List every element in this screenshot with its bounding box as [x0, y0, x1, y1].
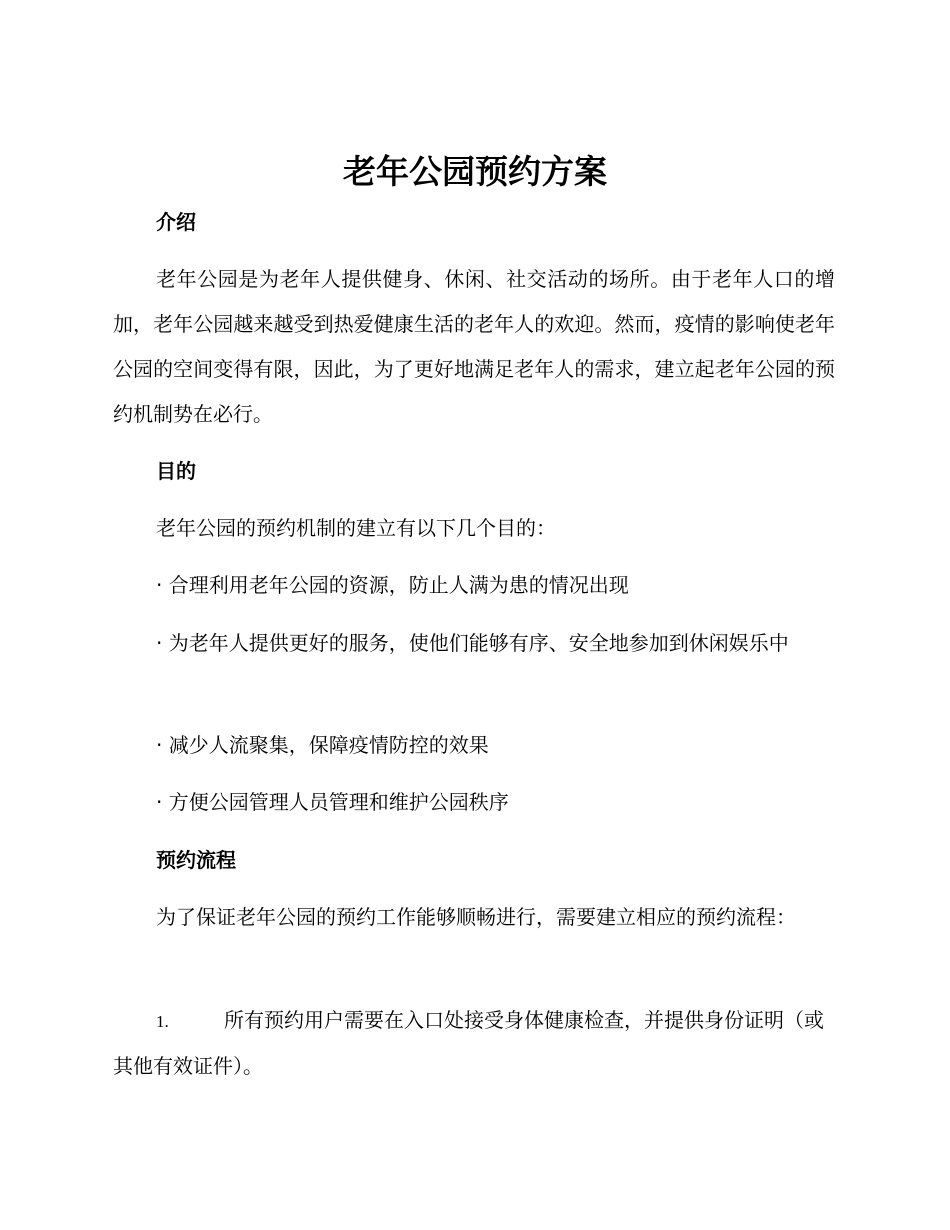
process-step-number: 1. — [156, 1012, 169, 1031]
document-title: 老年公园预约方案 — [343, 152, 607, 191]
purpose-lead: 老年公园的预约机制的建立有以下几个目的： — [156, 516, 556, 540]
intro-paragraph: 老年公园是为老年人提供健身、休闲、社交活动的场所。由于老年人口的增加，老年公园越来越受到热爱健康生活的老年人的欢迎。然而，疫情的影响使老年公园的空间变得有限，因此，为了更好地满足老年人的需求，建立起老年公园的预约机制势在必行。 — [113, 267, 835, 426]
section-heading-process: 预约流程 — [156, 848, 236, 872]
purpose-bullet-4: · 方便公园管理人员管理和维护公园秩序 — [156, 790, 509, 814]
purpose-bullet-2: · 为老年人提供更好的服务，使他们能够有序、安全地参加到休闲娱乐中 — [156, 631, 789, 655]
process-step-text: 所有预约用户需要在入口处接受身体健康检查，并提供身份证明（或其他有效证件）。 — [113, 1008, 824, 1078]
section-heading-intro: 介绍 — [156, 210, 196, 234]
section-heading-purpose: 目的 — [156, 459, 196, 483]
purpose-bullet-1: · 合理利用老年公园的资源，防止人满为患的情况出现 — [156, 573, 629, 597]
purpose-bullet-3: · 减少人流聚集，保障疫情防控的效果 — [156, 733, 489, 757]
process-lead: 为了保证老年公园的预约工作能够顺畅进行，需要建立相应的预约流程： — [156, 905, 796, 929]
process-step-1 — [113, 998, 835, 1089]
